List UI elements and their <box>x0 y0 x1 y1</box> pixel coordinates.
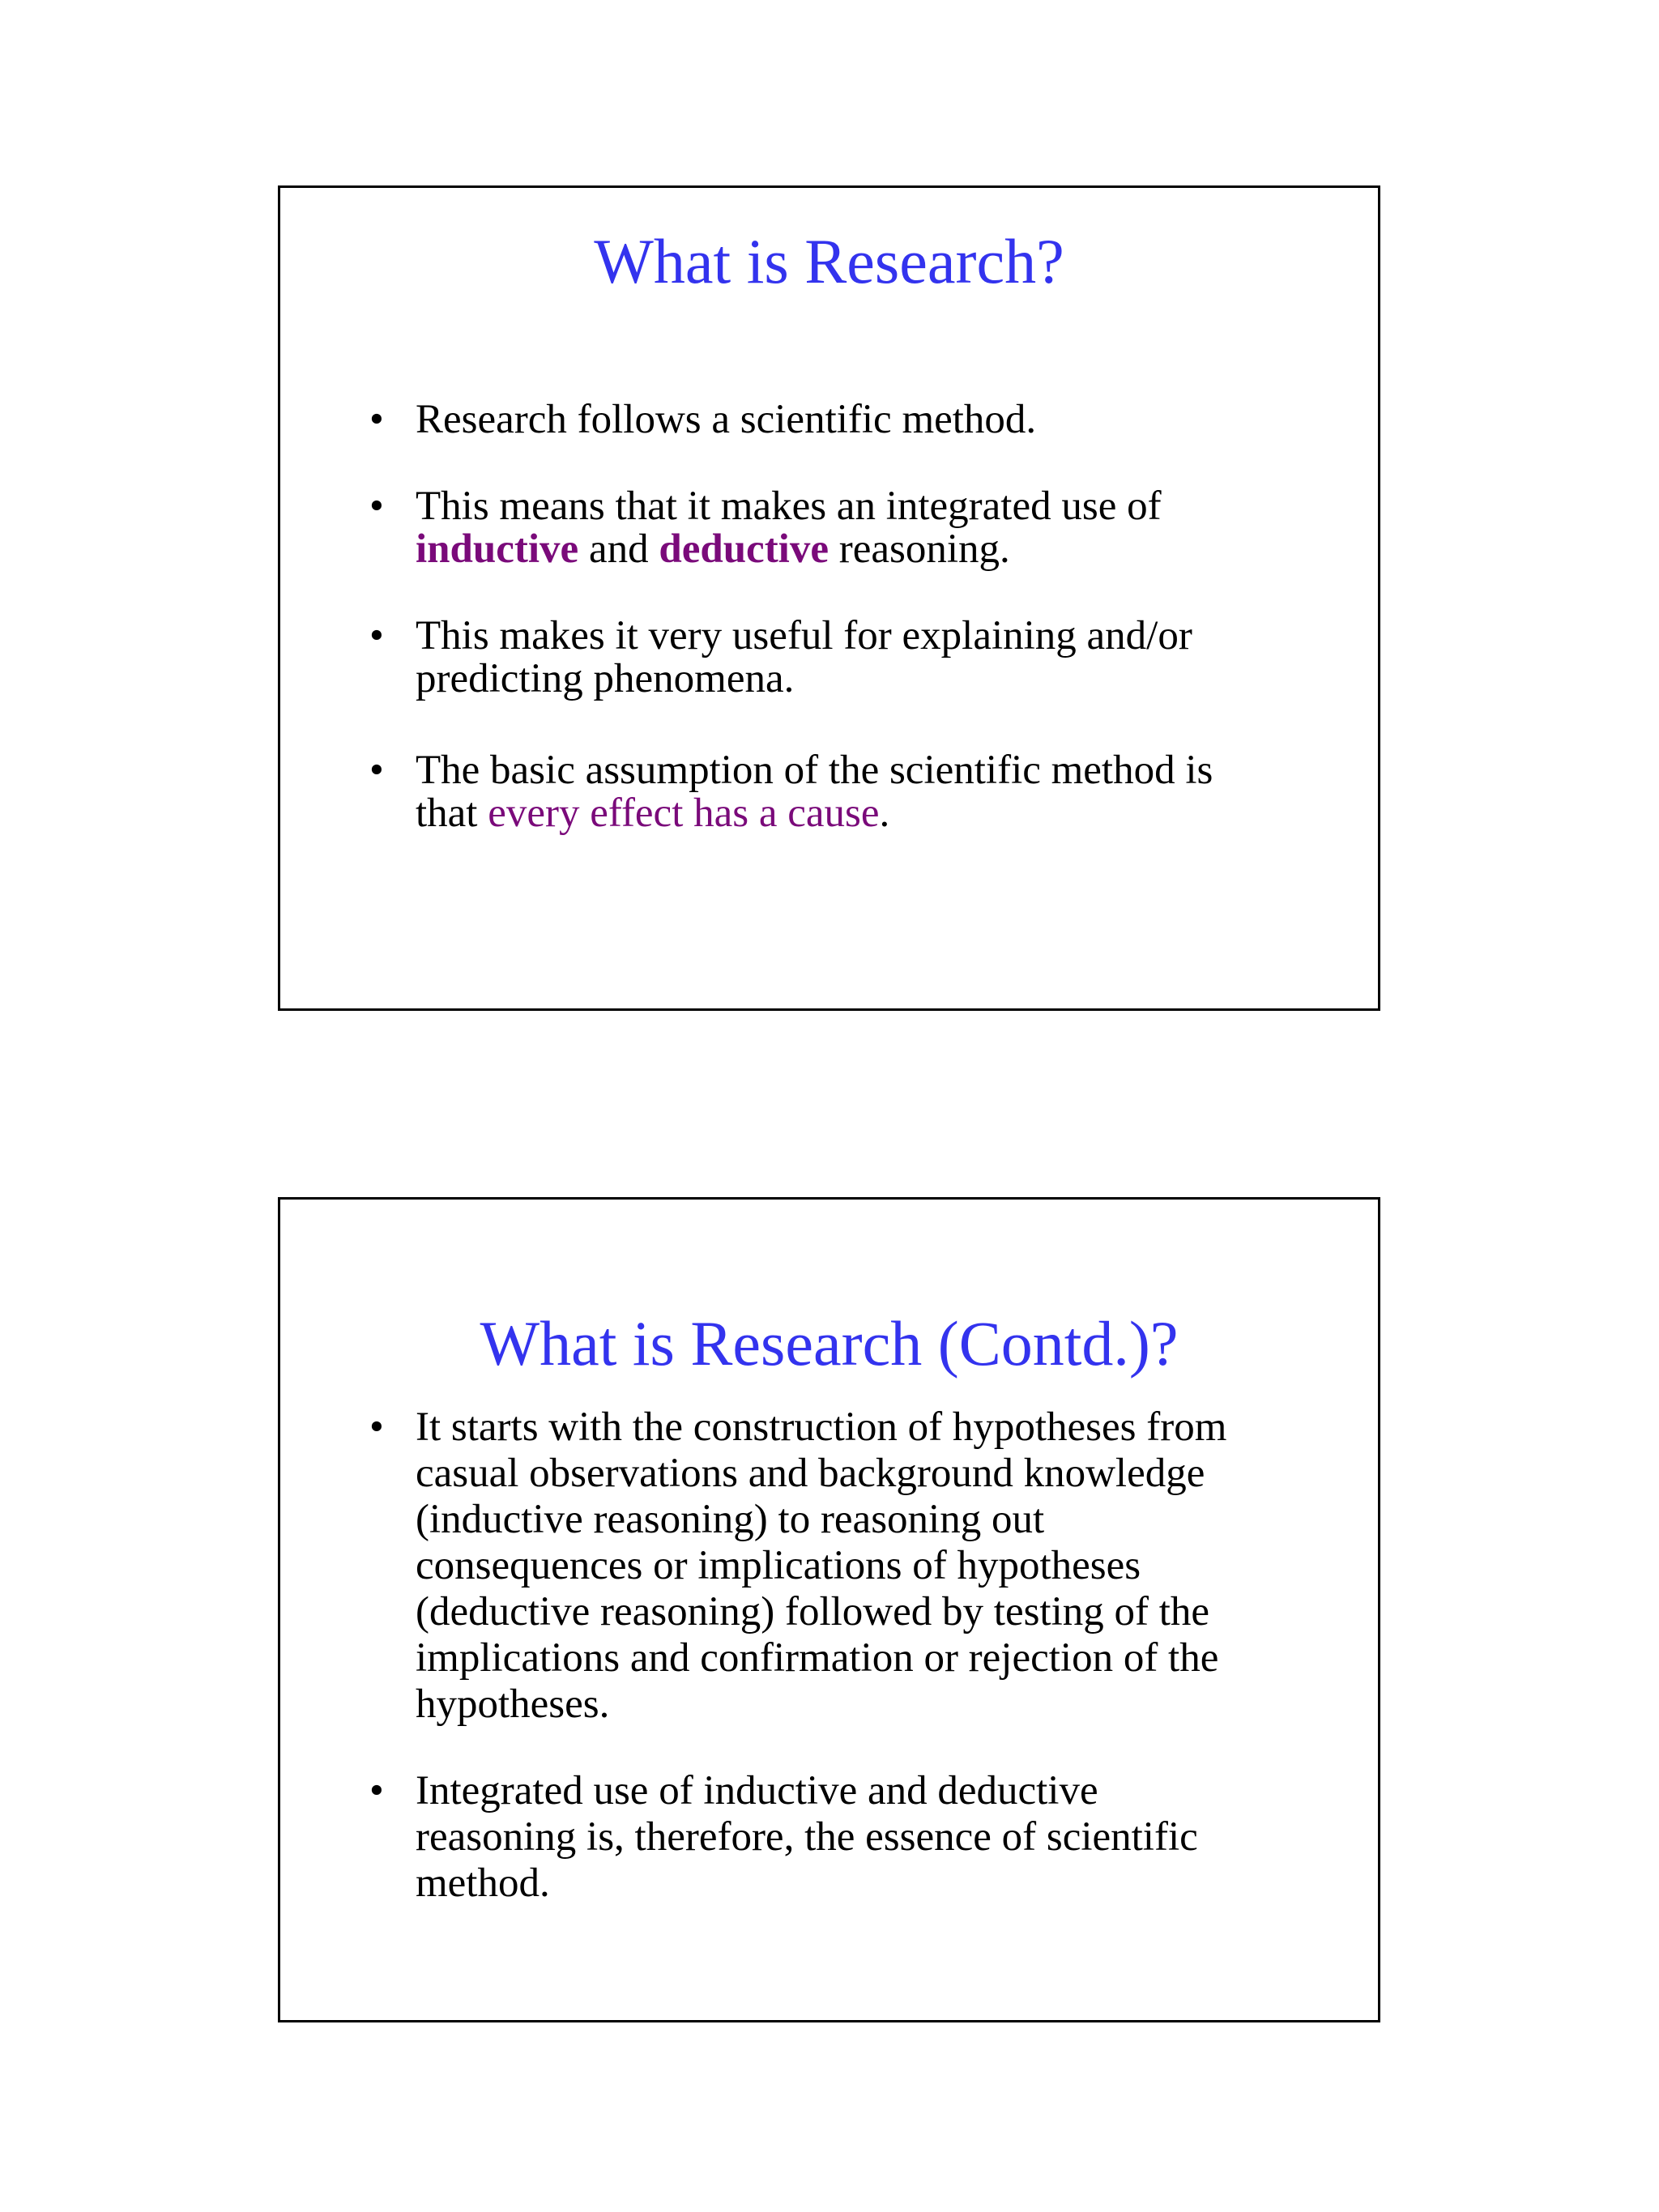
bullet-item <box>369 615 1325 701</box>
bullet-item <box>369 485 1325 571</box>
bullet-line: This means that it makes an integrated use of <box>416 484 1162 529</box>
bullet-item <box>369 749 1325 835</box>
bullet-icon: • <box>369 484 384 529</box>
slide-title: What is Research? <box>594 226 1064 296</box>
bullet-line: hypotheses. <box>416 1681 610 1727</box>
bullet-line: The basic assumption of the scientific method is <box>416 748 1213 793</box>
bullet-line: method. <box>416 1860 550 1906</box>
bullet-line: implications and confirmation or rejection of the <box>416 1635 1219 1681</box>
slide-what-is-research-contd <box>278 1197 1380 2022</box>
bullet-line-lead: that <box>416 791 478 836</box>
bullet-line: (deductive reasoning) followed by testing of the <box>416 1589 1210 1634</box>
bullet-icon: • <box>369 1404 384 1450</box>
bullet-text: Research follows a scientific method. <box>416 397 1037 442</box>
bullet-icon: • <box>369 397 384 442</box>
bullet-line: predicting phenomena. <box>416 656 795 701</box>
bullet-line: This makes it very useful for explaining and/or <box>416 613 1192 658</box>
bullet-text <box>416 1404 1226 1727</box>
connector-text: and <box>588 526 649 572</box>
bullet-line: It starts with the construction of hypotheses from <box>416 1404 1227 1450</box>
bullet-line-end: . <box>879 791 890 836</box>
bullet-line: Integrated use of inductive and deductive <box>416 1768 1098 1813</box>
bullet-line: casual observations and background knowledge <box>416 1451 1205 1496</box>
bullet-line-tail: reasoning. <box>838 526 1010 572</box>
bullet-text <box>416 748 1213 836</box>
bullet-list <box>369 399 1325 835</box>
bullet-item <box>369 1768 1325 1907</box>
slide-what-is-research <box>278 185 1380 1011</box>
bullet-text <box>416 1768 1198 1906</box>
bullet-item <box>369 1404 1325 1728</box>
bullet-text <box>416 613 1192 701</box>
highlight-phrase: every effect has a cause <box>488 791 880 836</box>
bullet-line: (inductive reasoning) to reasoning out <box>416 1497 1045 1542</box>
bullet-line: consequences or implications of hypotheses <box>416 1543 1141 1588</box>
term-inductive: inductive <box>416 526 579 572</box>
bullet-icon: • <box>369 1768 384 1813</box>
bullet-icon: • <box>369 613 384 658</box>
bullet-list <box>369 1404 1325 1907</box>
term-deductive: deductive <box>659 526 829 572</box>
slide-title: What is Research (Contd.)? <box>480 1308 1179 1379</box>
bullet-icon: • <box>369 748 384 793</box>
bullet-text <box>416 484 1162 572</box>
bullet-item <box>369 399 1325 441</box>
bullet-line: reasoning is, therefore, the essence of scientific <box>416 1814 1198 1860</box>
